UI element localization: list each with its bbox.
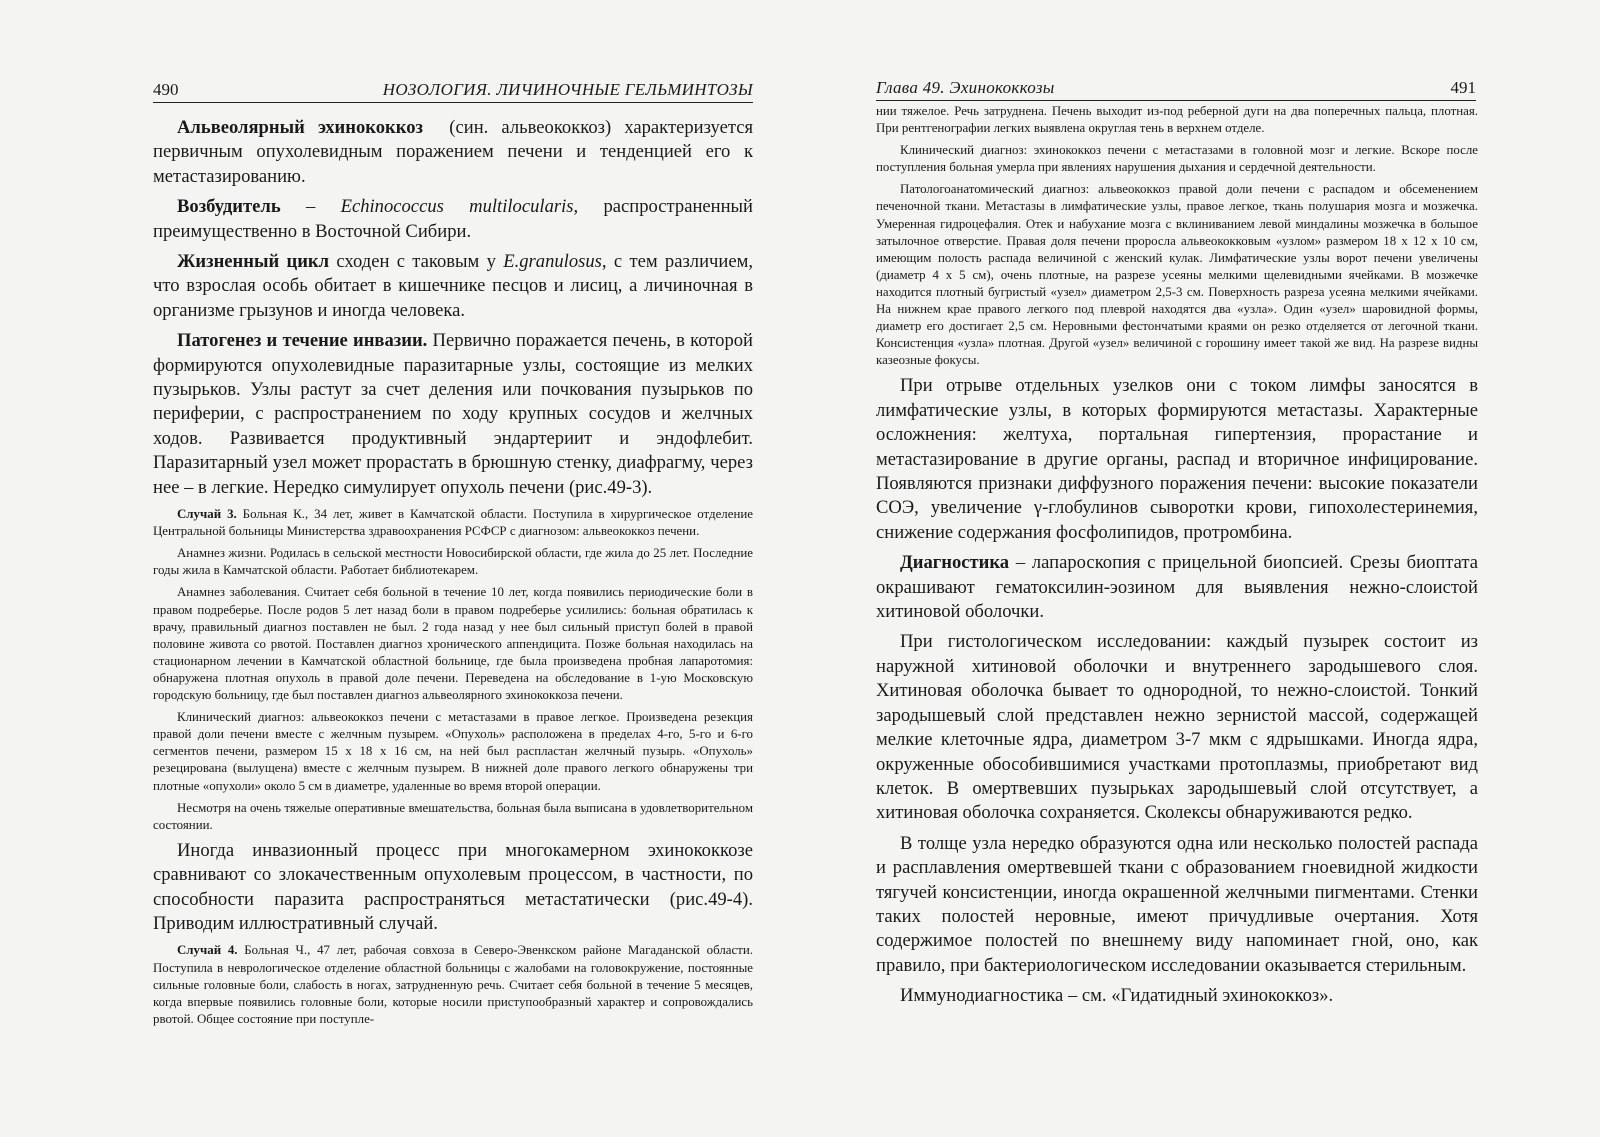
paragraph-malignancy-comparison: Иногда инвазионный процесс при многокамерном эхинококкозе сравнивают со злокачественным опухолевым процессом, в частности, по способности паразита распространяться метастатически (рис.49-4). Приводим иллюстративный случай. xyxy=(153,839,753,934)
paragraph-pathogen: Возбудитель – Echinococcus multilocularis, распространенный преимущественно в Восточной Сибири. xyxy=(153,196,753,242)
term-alveolar-echinococcosis: Альвеолярный эхинококкоз xyxy=(177,117,423,138)
species-name: E.granulosus xyxy=(503,251,602,273)
paragraph-diagnostics: Диагностика – лапароскопия с прицельной биопсией. Срезы биоптата окрашивают гематоксилин-эозином для выявления нежно-слоистой хитиновой оболочки. xyxy=(876,552,1478,623)
paragraph-alveolar-echinococcosis: Альвеолярный эхинококкоз (син. альвеококкоз) характеризуется первичным опухолевидным поражением печени и тенденцией его к метастазированию. xyxy=(153,117,753,187)
term-diagnostics: Диагностика xyxy=(900,552,1010,574)
term-pathogen: Возбудитель xyxy=(177,196,281,218)
page-number: 491 xyxy=(1450,78,1476,97)
case-3-anamnesis-disease: Анамнез заболевания. Считает себя больной в течение 10 лет, когда появились периодические боли в правом подреберье. После родов 5 лет назад боли в правом подреберье усилились: больная обратилась к врачу, правильный диагноз поставлен не был. 2 года назад у нее был сильный приступ болей в правой половине живота со рвотой. Поставлен диагноз хронического аппендицита. Позже больная находилась на стационарном лечении в Камчатской областной больнице, где была произведена пробная лапаротомия: обнаружена плотная опухоль в правой доле печени. Переведена на обследование в 1-ую Московскую городскую больницу, где был поставлен диагноз альвеолярного эхинококкоза печени. xyxy=(153,585,753,703)
paragraph-life-cycle: Жизненный цикл сходен с таковым у E.granulosus, с тем различием, что взрослая особь обитает в кишечнике песцов и лисиц, а личиночная в организме грызунов и иногда человека. xyxy=(153,251,753,321)
case-4-intro: Случай 4. Больная Ч., 47 лет, рабочая совхоза в Северо-Эвенкском районе Магаданской области. Поступила в неврологическое отделение областной больницы с жалобами на головокружение, постоянные сильные головные боли, слабость в ногах, затрудненную речь. Считает себя больной в течение 5 месяцев, когда впервые появились головные боли, которые носили приступообразный характер и сопровождались рвотой. Общее состояние при поступле- xyxy=(153,943,753,1026)
paragraph-immunodiagnostics: Иммунодиагностика – см. «Гидатидный эхинококкоз». xyxy=(900,985,1334,1007)
left-page-content xyxy=(153,116,753,1033)
case-4-pathology-diagnosis: Патологоанатомический диагноз: альвеококкоз правой доли печени с распадом и обсеменением печеночной ткани. Метастазы в лимфатические узлы, правое легкое, ткань полушария мозга и мозжечка. Умеренная гидроцефалия. Отек и набухание мозга с вклиниванием левой миндалины мозжечка в большое затылочное отверстие. Правая доля печени проросла альвеококковым «узлом» размером 18 x 12 x 10 см, имеющим полость распада величиной с женский кулак. Лимфатические узлы ворот печени увеличены (диаметр 4 x 5 см), очень плотные, на разрезе усеяны мелкими щелевидными ячейками. В мозжечке находится плотный бугристый «узел» диаметром 2,5-3 см. Поверхность разреза усеяна мелкими ячейками. На нижнем крае правого легкого под плеврой находятся два «узла». Один «узел» шаровидной формы, диаметр его достигает 2,5 см. Неровными фестончатыми краями он резко отделяется от легочной ткани. Консистенция «узла» плотная. Другой «узел» величиной с горошину имеет такой же вид. На разрезе видны казеозные фокусы. xyxy=(876,182,1478,368)
term-pathogenesis: Патогенез и течение инвазии. xyxy=(177,330,428,352)
left-page-header xyxy=(153,80,753,103)
paragraph-necrosis-cavities: В толще узла нередко образуются одна или несколько полостей распада и расплавления омертвевшей ткани с образованием гноевидной жидкости тягучей консистенции, иногда окрашенной желчными пигментами. Стенки таких полостей неровные, имеют причудливые очертания. Хотя содержимое полостей по внешнему виду напоминает гной, оно, как правило, при бактериологическом исследовании оказывается стерильным. xyxy=(876,832,1478,976)
right-page xyxy=(800,0,1600,1137)
case-label: Случай 4. xyxy=(177,943,238,958)
case-3-outcome: Несмотря на очень тяжелые оперативные вмешательства, больная была выписана в удовлетворительном состоянии. xyxy=(153,800,753,832)
case-4-continuation: нии тяжелое. Речь затруднена. Печень выходит из-под реберной дуги на два поперечных пальца, плотная. При рентгенографии легких выявлена округлая тень в верхнем отделе. xyxy=(876,104,1478,136)
running-title: Глава 49. Эхинококкозы xyxy=(876,78,1055,97)
right-page-content xyxy=(876,103,1478,1015)
case-3-anamnesis-life: Анамнез жизни. Родилась в сельской местности Новосибирской области, где жила до 25 лет. Последние годы жила в Камчатской области. Работает библиотекарем. xyxy=(153,546,753,578)
right-page-header xyxy=(876,78,1476,101)
species-name: Echinococcus multilocularis xyxy=(340,196,574,218)
case-3-clinical-diagnosis: Клинический диагноз: альвеококкоз печени с метастазами в правое легкое. Произведена резекция правой доли печени вместе с желчным пузырем. «Опухоль» расположена в пределах 4-го, 5-го и 6-го сегментов печени, размером 15 x 18 x 16 см, на ней был распластан желчный пузырь. «Опухоль» резецирована (вылущена) вместе с желчным пузырем. В нижней доле правого легкого обнаружены три плотные «опухоли» около 5 см в диаметре, удаленные во время второй операции. xyxy=(153,710,753,793)
running-title: НОЗОЛОГИЯ. ЛИЧИНОЧНЫЕ ГЕЛЬМИНТОЗЫ xyxy=(382,80,753,99)
paragraph-histology: При гистологическом исследовании: каждый пузырек состоит из наружной хитиновой оболочки и внутреннего зародышевого слоя. Хитиновая оболочка бывает то однородной, то нежно-слоистой. Тонкий зародышевый слой представлен нежно зернистой массой, содержащей мелкие клеточные ядра, диаметром 3-7 мкм с ядрышками. Иногда ядра, окруженные обособившимися участками протоплазмы, приобретают вид клеток. В омертвевших пузырьках зародышевый слой отсутствует, а хитиновая оболочка сохраняется. Сколексы обнаруживаются редко. xyxy=(876,631,1478,824)
case-3-intro: Случай 3. Больная К., 34 лет, живет в Камчатской области. Поступила в хирургическое отделение Центральной больницы Министерства здравоохранения РСФСР с диагнозом: альвеококкоз печени. xyxy=(153,507,753,539)
paragraph-pathogenesis: Патогенез и течение инвазии. Первично поражается печень, в которой формируются опухолевидные паразитарные узлы, состоящие из мелких пузырьков. Узлы растут за счет деления или почкования пузырьков по периферии, с распространением по ходу крупных сосудов и желчных ходов. Развивается продуктивный эндартериит и эндофлебит. Паразитарный узел может прорастать в брюшную стенку, диафрагму, через нее – в легкие. Нередко симулирует опухоль печени (рис.49-3). xyxy=(153,330,754,498)
case-4-clinical-diagnosis: Клинический диагноз: эхинококкоз печени с метастазами в головной мозг и легкие. Вскоре после поступления больная умерла при явлениях нарушения дыхания и сердечной деятельности. xyxy=(876,143,1478,175)
paragraph-metastases: При отрыве отдельных узелков они с током лимфы заносятся в лимфатические узлы, в которых формируются метастазы. Характерные осложнения: желтуха, портальная гипертензия, прорастание и метастазирование в другие органы, распад и вторичное инфицирование. Появляются признаки диффузного поражения печени: высокие показатели СОЭ, увеличение γ-глобулинов сыворотки крови, гипохолестеринемия, снижение содержания фосфолипидов, протромбина. xyxy=(876,375,1478,543)
term-life-cycle: Жизненный цикл xyxy=(177,251,330,273)
page-number: 490 xyxy=(153,80,179,99)
case-label: Случай 3. xyxy=(177,507,237,522)
